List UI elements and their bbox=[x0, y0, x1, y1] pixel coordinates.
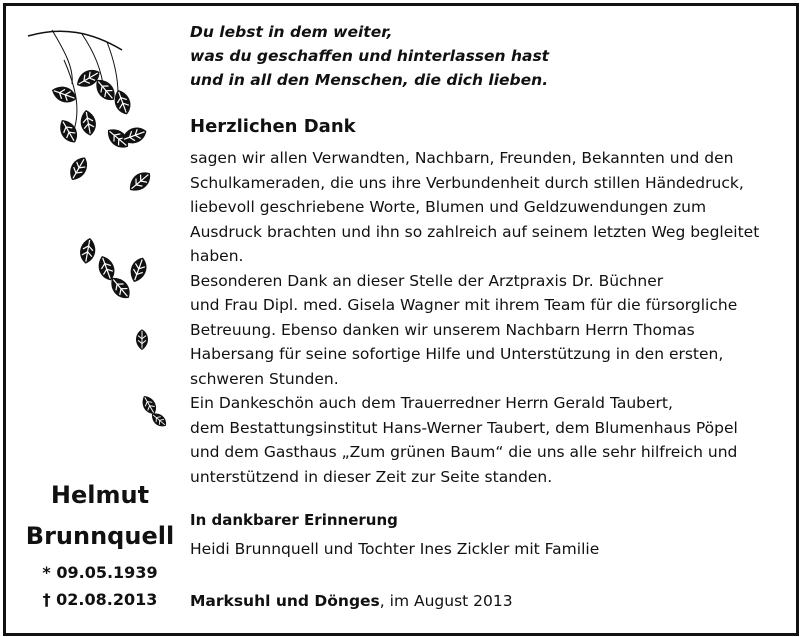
thanks-heading: Herzlichen Dank bbox=[190, 116, 356, 137]
falling-leaves-branch-icon bbox=[22, 20, 172, 440]
place-location: Marksuhl und Dönges bbox=[190, 592, 380, 610]
body-line: Betreuung. Ebenso danken wir unserem Nachbarn Herrn Thomas bbox=[190, 320, 695, 339]
deceased-last-name: Brunnquell bbox=[25, 522, 175, 550]
quote-line: und in all den Menschen, die dich lieben. bbox=[190, 71, 549, 89]
quote-line: Du lebst in dem weiter, bbox=[190, 23, 393, 41]
body-line: Schulkameraden, die uns ihre Verbundenheit durch stillen Händedruck, bbox=[190, 173, 744, 192]
deceased-first-name: Helmut bbox=[50, 481, 150, 509]
thanks-body bbox=[190, 146, 790, 489]
body-line: liebevoll geschriebene Worte, Blumen und Geldzuwendungen zum bbox=[190, 198, 707, 216]
quote-line: was du geschaffen und hinterlassen hast bbox=[190, 47, 550, 65]
remembrance-title: In dankbarer Erinnerung bbox=[190, 511, 398, 529]
body-line: Ausdruck brachten und ihn so zahlreich auf seinem letzten Weg begleitet bbox=[190, 222, 760, 241]
body-line: und dem Gasthaus „Zum grünen Baum“ die uns alle sehr hilfreich und bbox=[190, 443, 738, 461]
death-date: † 02.08.2013 bbox=[42, 590, 158, 609]
remembrance-family: Heidi Brunnquell und Tochter Ines Zickler mit Familie bbox=[190, 540, 600, 558]
body-line: sagen wir allen Verwandten, Nachbarn, Freunden, Bekannten und den bbox=[190, 149, 734, 167]
body-line: haben. bbox=[190, 247, 244, 265]
body-line: unterstützend in dieser Zeit zur Seite standen. bbox=[190, 467, 553, 486]
body-line: dem Bestattungsinstitut Hans-Werner Taubert, dem Blumenhaus Pöpel bbox=[190, 418, 738, 437]
body-line: Besonderen Dank an dieser Stelle der Arztpraxis Dr. Büchner bbox=[190, 271, 664, 290]
memorial-quote bbox=[190, 20, 549, 92]
birth-date: * 09.05.1939 bbox=[42, 563, 158, 582]
body-line: schweren Stunden. bbox=[190, 369, 339, 388]
place-date: , im August 2013 bbox=[379, 592, 513, 610]
place-and-date bbox=[190, 592, 513, 610]
body-line: Habersang für seine sofortige Hilfe und Unterstützung in den ersten, bbox=[190, 345, 724, 363]
body-line: und Frau Dipl. med. Gisela Wagner mit ihrem Team für die fürsorgliche bbox=[190, 296, 738, 314]
body-line: Ein Dankeschön auch dem Trauerredner Herrn Gerald Taubert, bbox=[190, 394, 673, 412]
